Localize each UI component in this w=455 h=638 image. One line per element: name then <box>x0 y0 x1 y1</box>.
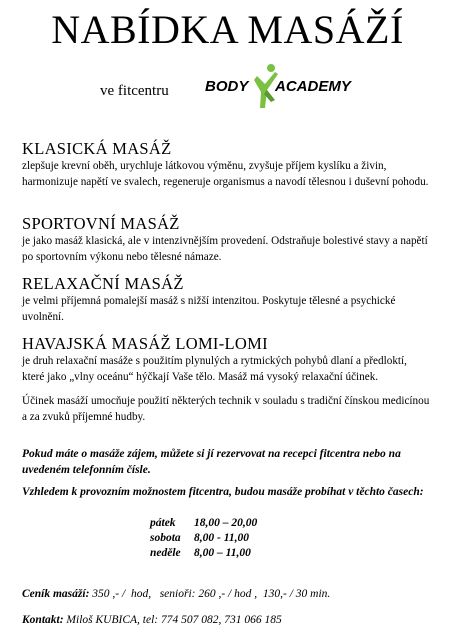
pricing-value: 350 ,- / hod, senioři: 260 ,- / hod , 130,- / 30 min. <box>92 588 331 600</box>
section-title: KLASICKÁ MASÁŽ <box>22 139 172 158</box>
schedule-day: neděle <box>150 547 181 559</box>
section-title: RELAXAČNÍ MASÁŽ <box>22 274 184 293</box>
section-sportovni <box>22 214 432 265</box>
pricing-label: Ceník masáží: <box>22 588 90 600</box>
page-title: NABÍDKA MASÁŽÍ <box>51 7 404 52</box>
section-title: HAVAJSKÁ MASÁŽ LOMI-LOMI <box>22 334 268 353</box>
logo-academy-text: ACADEMY <box>275 78 351 95</box>
section-relaxacni <box>22 274 432 325</box>
section-title: SPORTOVNÍ MASÁŽ <box>22 214 180 233</box>
pricing-line <box>22 588 330 600</box>
schedule-time: 8,00 – 11,00 <box>194 547 251 559</box>
contact-value: Miloš KUBICA, tel: 774 507 082, 731 066 185 <box>66 614 282 626</box>
logo-body-text: BODY <box>205 78 249 95</box>
schedule-row <box>150 531 257 546</box>
schedule-row <box>150 546 257 561</box>
section-note: Účinek masáží umocňuje použití některých technik v souladu s tradiční čínskou medicínou a za zvuků příjemné hudby. <box>22 395 430 423</box>
schedule <box>150 516 257 561</box>
hours-intro: Vzhledem k provozním možnostem fitcentra, budou masáže probíhat v těchto časech: <box>22 486 424 498</box>
schedule-row <box>150 516 257 531</box>
section-text: je velmi příjemná pomalejší masáž s nižší intenzitou. Poskytuje tělesné a psychické uvolnění. <box>22 295 396 323</box>
schedule-time: 18,00 – 20,00 <box>194 517 258 529</box>
contact-line <box>22 614 282 626</box>
schedule-time: 8,00 - 11,00 <box>194 532 249 544</box>
section-havajska <box>22 334 432 425</box>
section-text: je druh relaxační masáže s použitím plynulých a rytmických pohybů dlaní a předloktí, které jako „vlny oceánu“ hýčkají Vaše tělo. Masáž má vysoký relaxační účinek. <box>22 355 407 383</box>
section-text: je jako masáž klasická, ale v intenzivnějším provedení. Odstraňuje bolestivé stavy a napětí po sportovním výkonu nebo tělesné námaze. <box>22 235 428 263</box>
schedule-day: pátek <box>150 517 176 529</box>
section-text: zlepšuje krevní oběh, urychluje látkovou výměnu, zvyšuje příjem kyslíku a živin, harmonizuje napětí ve svalech, regeneruje organismus a navodí tělesnou i duševní pohodu. <box>22 160 429 188</box>
body-academy-logo <box>205 62 365 114</box>
section-klasicka <box>22 139 432 190</box>
reservation-note: Pokud máte o masáže zájem, můžete si jí rezervovat na recepci fitcentra nebo na uvedeném telefonním čísle. <box>22 448 401 476</box>
schedule-day: sobota <box>150 532 181 544</box>
subtitle: ve fitcentru <box>100 83 169 99</box>
contact-label: Kontakt: <box>22 614 64 626</box>
